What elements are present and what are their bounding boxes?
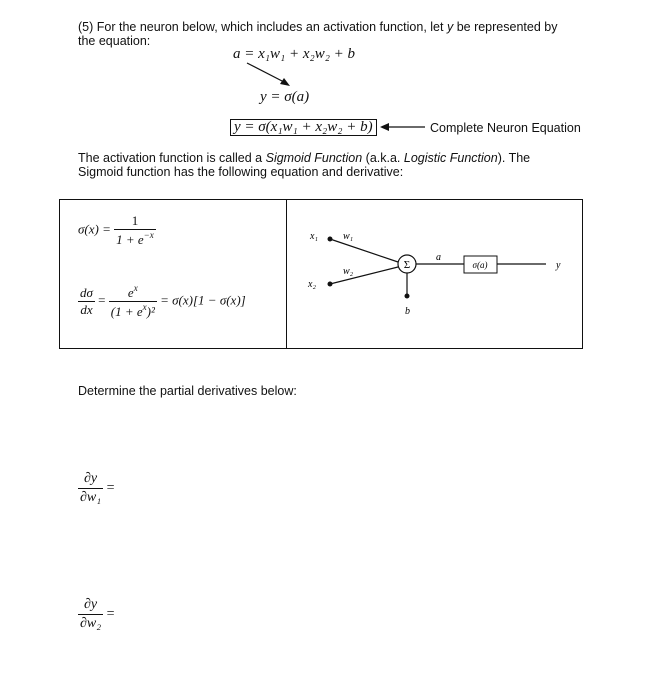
x1-label: x₁	[310, 231, 318, 242]
partial-dy-dw2: $\frac{\partial y}{\text{∂w₂}}$ =	[80, 597, 115, 631]
question-text: (5) For the neuron below, which includes an activation function, let y be represented by the equation:	[78, 20, 558, 48]
sigmoid-paragraph: The activation function is called a Sigmoid Function (a.k.a. Logistic Function). The Sigmoid function has the following equation and derivative:	[78, 151, 531, 179]
sigmoid-equation: σ(x) = $\frac{1}{1 + e^{-x}}$	[78, 213, 154, 247]
w2-label: w₂	[343, 266, 354, 277]
bias-label: b	[405, 306, 410, 317]
partial-dy-dw1: $\frac{\partial y}{\text{∂w₁}}$ =	[80, 471, 115, 505]
w1-label: w₁	[343, 231, 354, 242]
neuron-diagram	[288, 201, 580, 347]
bias-node	[405, 294, 410, 299]
edge-x2	[330, 267, 398, 284]
sigmoid-fraction: $\frac{1}{1 + e^{-x}}$	[116, 213, 154, 247]
arrow-left-icon	[380, 122, 426, 132]
equation-y: y = σ(a)	[260, 89, 310, 105]
y-label: y	[556, 260, 561, 271]
edge-x1	[330, 239, 398, 262]
derivative-fraction: $\frac{e^x}{(1 + e^x)^2}$	[110, 283, 155, 319]
a-label: a	[436, 252, 441, 263]
box-divider	[286, 199, 287, 349]
question-variable: y	[446, 20, 454, 34]
derivative-lhs: $\frac{d\sigma}{dx}$	[80, 285, 93, 317]
equation-a: a = x₁w₁ + x₂w₂ + b	[233, 46, 356, 62]
complete-equation-label: Complete Neuron Equation	[430, 121, 581, 135]
activation-label: σ(a)	[472, 260, 488, 270]
sum-icon: Σ	[403, 259, 411, 271]
sigmoid-derivative: $\frac{d\sigma}{dx}$ = $\frac{e^x}{(1 + e^x)^2}$ = σ(x)[1 − σ(x)]	[80, 283, 246, 319]
equation-complete: y = σ(x₁w₁ + x₂w₂ + b)	[230, 119, 377, 136]
instruction-text: Determine the partial derivatives below:	[78, 384, 297, 398]
arrow-down-icon	[246, 62, 292, 88]
x2-label: x₂	[308, 279, 316, 290]
